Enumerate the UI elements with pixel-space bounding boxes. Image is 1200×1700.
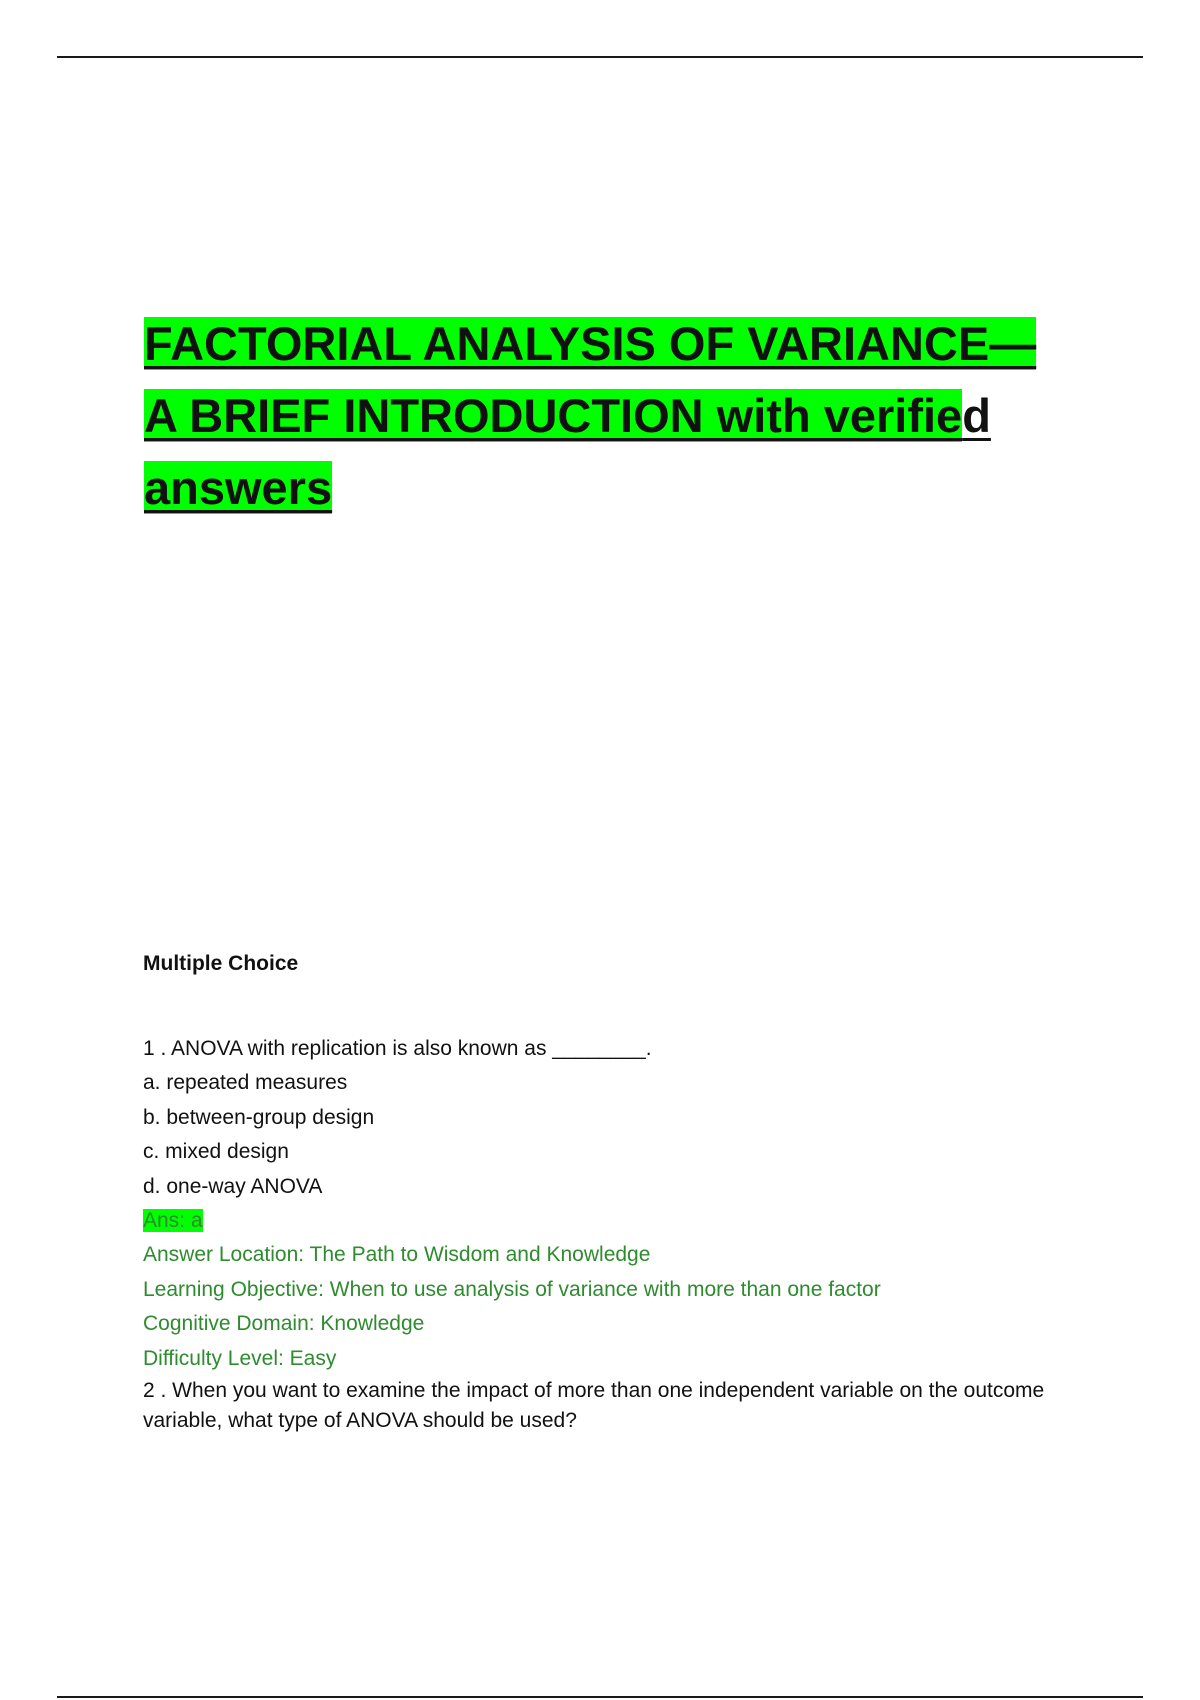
- answer-key-text: Ans: a: [143, 1209, 203, 1233]
- question-list: [143, 1032, 1093, 1436]
- title-line-3: answers: [144, 461, 333, 514]
- difficulty-level: Difficulty Level: Easy: [143, 1346, 337, 1370]
- answer-option-a: a. repeated measures: [143, 1071, 348, 1095]
- cognitive-domain: Cognitive Domain: Knowledge: [143, 1312, 425, 1336]
- answer-option-b: b. between-group design: [143, 1105, 375, 1129]
- title-line-2: A BRIEF INTRODUCTION with verified: [144, 389, 991, 442]
- answer-key: [143, 1204, 1093, 1238]
- footer-rule: [57, 1696, 1143, 1698]
- answer-option-d: d. one-way ANOVA: [143, 1174, 323, 1198]
- question-stem: 1 . ANOVA with replication is also known as ________.: [143, 1037, 652, 1060]
- header-rule: [57, 56, 1143, 58]
- section-heading: Multiple Choice: [143, 952, 299, 975]
- answer-location: Answer Location: The Path to Wisdom and Knowledge: [143, 1243, 651, 1267]
- document-title: [144, 308, 1094, 524]
- question-stem: 2 . When you want to examine the impact of more than one independent variable on the outcome variable, what type of ANOVA should be used?: [143, 1379, 1045, 1433]
- learning-objective: Learning Objective: When to use analysis of variance with more than one factor: [143, 1277, 881, 1301]
- title-line-1: FACTORIAL ANALYSIS OF VARIANCE—: [144, 317, 1037, 370]
- answer-option-c: c. mixed design: [143, 1140, 289, 1164]
